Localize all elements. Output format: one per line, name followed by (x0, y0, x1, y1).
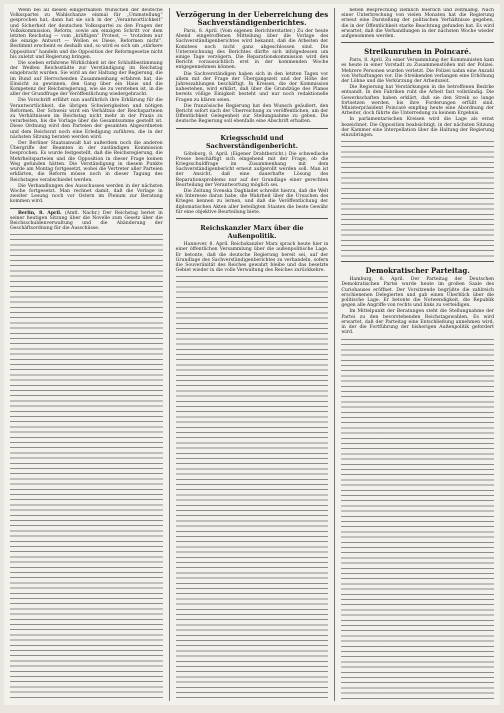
article-paragraph: Die Vorschrift erfährt nun ausführlich ihre Erklärung für die Verantwortlichkeit, die übrigen Schwierigkeiten und nötigen Reformen. Der Schweiz wird ein Verhältnis der Reichsparteien zu Verhältnissen im Reichstag nicht mehr in der Praxis zu verarbeiten, bis die Vorlage über die Gesamtsumme gestellt ist. Diese Ordnung wird den Parteien der gesamten Abgeordneten und dem Reichsrat noch eine Erledigung zuführen, die in der nächsten Sitzung beraten werden wird. (10, 98, 163, 140)
article-paragraph: Die Sachverständigen haben sich in den letzten Tagen vor allem mit der Frage der Übergangszeit und der Höhe der Jahreszahlungen beschäftigt. In Kreisen, die der Kommission nahestehen, wird erklärt, daß über die Grundzüge des Planes bereits völlige Einigkeit besteht und nur noch redaktionelle Fragen zu klären seien. (175, 71, 329, 103)
article-paragraph: Paris, 8. April. (Vom eigenen Berichterstatter.) Zu der heute Abend eingetroffenen Mitteilung über die Vorlage des Sachverständigenberichtes wird bekannt, daß die Arbeiten der Komitees noch nicht ganz abgeschlossen sind. Die Unterzeichnung des Berichtes dürfte sich infolgedessen um einige Tage verzögern. Die Reparationskommission wird den Bericht voraussichtlich erst in der kommenden Woche entgegennehmen können. (175, 29, 329, 71)
article-paragraph: Die soeben erfahrene Wirklichkeit ist der Schlußbestimmung der Weißen Reichsstädte zur Verständigung im Reichstag eingebracht wurden. Sie wird an der Haltung der Regierung, die im Bund auf Herrschenden Zusammenhang erfahren hat, die Einsicht zu gewinnen, den Gang über ein Haus und die Kompetenz der Reichsregierung, wie sie zu verstehen ist, in die aller der Grundfrage der Veröffentlichung wiedergebracht. (10, 61, 163, 98)
text-continuation (341, 139, 494, 259)
text-continuation (341, 337, 494, 702)
article-paragraph: Die Zeitung Svenska Dagbladet schreibt hierzu, daß die Welt ein Interesse daran habe, die Wahrheit über die Ursachen des Krieges kennen zu lernen, und daß die Veröffentlichung der diplomatischen Akten aller beteiligten Staaten die beste Gewähr für eine objektive Beurteilung biete. (175, 189, 329, 215)
article-paragraph: Paris, 8. April. Zu einer Versammlung der Kommunisten kam es heute in einer Vorstadt zu Zusammenstößen mit der Polizei. Mehrere Personen wurden verletzt. Die Polizei nahm eine Anzahl von Verhaftungen vor. Die Streikenden verlangen eine Erhöhung der Löhne und die Verkürzung der Arbeitszeit. (341, 58, 495, 85)
divider (10, 208, 163, 209)
article-paragraph: Der Berliner Staatsanwalt hat außerdem noch die anderen Übergriffe der Beamten in der zuständigen Kommission besprochen. Es wurde festgestellt, daß die Reichsregierung, die Mehrheitsparteien und die Opposition in dieser Frage keinen Weg gefunden hätten. Die Verständigung in diesem Punkte wurde am Montag fortgesetzt, wobei die Vertreter aller Parteien erklärten, die Reform müsse noch in dieser Tagung des Reichstages verabschiedet werden. (10, 141, 163, 183)
divider (176, 128, 329, 129)
article-paragraph: Die französische Regierung hat den Wunsch geäußert, den Bericht sofort nach der Überreichung zu veröffentlichen, um der Öffentlichkeit Gelegenheit zur Stellungnahme zu geben. Die deutsche Regierung soll ebenfalls eine Abschrift erhalten. (175, 103, 329, 125)
article-paragraph: Die Verhandlungen des Ausschusses werden in der nächsten Woche fortgesetzt. Man rechnet damit, daß die Vorlage in zweiter Lesung noch vor Ostern im Plenum zur Beratung kommen wird. (10, 183, 163, 205)
text-continuation (176, 274, 329, 701)
column-middle (169, 8, 329, 701)
article-paragraph: Die Regierung hat Verstärkungen in die betroffenen Bezirke entsandt. In den Fabriken ruht die Arbeit fast vollständig. Die Gewerkschaften haben erklärt, daß sie den Streik so lange fortsetzen werden, bis ihre Forderungen erfüllt sind. Ministerpräsident Poincaré empfing heute eine Abordnung der Arbeiter, doch führte die Unterredung zu keinem Ergebnis. (341, 85, 495, 117)
text-continuation (10, 232, 163, 701)
article-headline: Verzögerung in der Ueberreichung des Sachverständigenberichtes. (175, 10, 329, 27)
divider (341, 42, 494, 43)
article-headline: Streikunruhen in Poincaré. (364, 47, 472, 57)
article-paragraph: Hamburg, 8. April. Der Parteitag der Deutschen Demokratischen Partei wurde heute im großen Saale des Curiohauses eröffnet. Der Vorsitzende begrüßte die zahlreich erschienenen Delegierten und gab einen Überblick über die politische Lage. Er betonte die Notwendigkeit, die Republik gegen alle Angriffe von rechts und links zu verteidigen. (341, 277, 495, 309)
dateline: Berlin, 8. April. (18, 210, 62, 216)
article-paragraph: neben Besprechung ziemlich feierlich und zeitmäßig. Nach einer Unterbrechung von vielen Monaten hat die Regierung erneut eine Darstellung der politischen Verhältnisse gegeben, die in der Öffentlichkeit starke Beachtung gefunden hat. Es wird erwartet, daß die Verhandlungen in der nächsten Woche wieder aufgenommen werden. (341, 8, 495, 40)
news-brief (10, 211, 163, 232)
article-headline: Kriegsschuld und Sachverständigenbericht. (206, 133, 298, 150)
article-headline: Reichskanzler Marx über die Außenpolitik. (200, 224, 304, 241)
column-right (334, 8, 494, 701)
article-paragraph: Im Mittelpunkt der Beratungen steht die Stellungnahme der Partei zu den bevorstehenden Reichstagswahlen. Es wird erwartet, daß der Parteitag eine Entschließung annehmen wird, in der die Fortführung der bisherigen Außenpolitik gefordert wird. (341, 309, 495, 336)
newspaper-page (4, 4, 500, 705)
article-headline: Demokratischer Parteitag. (365, 266, 470, 276)
article-paragraph: Wenn bei all diesen einigermaßen Wünschen der deutsche Volksspartei zu Wahlschanze einmal für „Ummstellung“ gesprochen hat, dann hat sie sich in der „Verantwortlichkeit“ und Sicherheit der deutschen Volksspartei zu den Fragen der Volkskommission, Reform, sowie am einzigen Schritt vor dem letzten Reichstag — vom „kräftigen“ Protest, — 'trotzdem nur die einzige Antwort — Wollen es Diese, Reformen nicht“. Bestimmt erscheint es deshalb und, so wird es sich um „stärkere Opposition“ handeln und die Opposition der Reformgesetze nicht bis zuletzt und Regierung bringen. (10, 8, 163, 60)
article-paragraph: In parlamentarischen Kreisen wird die Lage als ernst bezeichnet. Die Opposition beabsichtigt, in der nächsten Sitzung der Kammer eine Interpellation über die Haltung der Regierung einzubringen. (341, 117, 495, 139)
article-paragraph: Hannover, 8. April. Reichskanzler Marx sprach heute hier in einer öffentlichen Versammlung über die außenpolitische Lage. Er betonte, daß die deutsche Regierung bereit sei, auf der Grundlage des Sachverständigenberichtes zu verhandeln, sofern die Souveränität des Reiches gewahrt bleibe und das besetzte Gebiet wieder in die volle Verwaltung des Reiches zurückkehre. (175, 242, 329, 274)
divider (341, 261, 494, 262)
column-left (10, 8, 163, 701)
brief-text: (Amtl. Nachr.) Der Reichstag beriet in seiner heutigen Sitzung über die Novelle zum Gesetz über die Reichsschuldenverwaltung und die Abänderung der Geschäftsordnung für die Ausschüsse. (10, 210, 163, 232)
article-paragraph: Göteborg, 8. April. (Eigener Drahtbericht.) Die schwedische Presse beschäftigt sich eingehend mit der Frage, ob die Kriegsschuldfrage im Zusammenhang mit dem Sachverständigenbericht erneut aufgerollt werden soll. Man ist der Ansicht, daß eine dauerhafte Lösung des Reparationsproblems nur auf der Grundlage einer gerechten Beurteilung der Verantwortung möglich sei. (175, 151, 329, 188)
divider (176, 218, 329, 219)
